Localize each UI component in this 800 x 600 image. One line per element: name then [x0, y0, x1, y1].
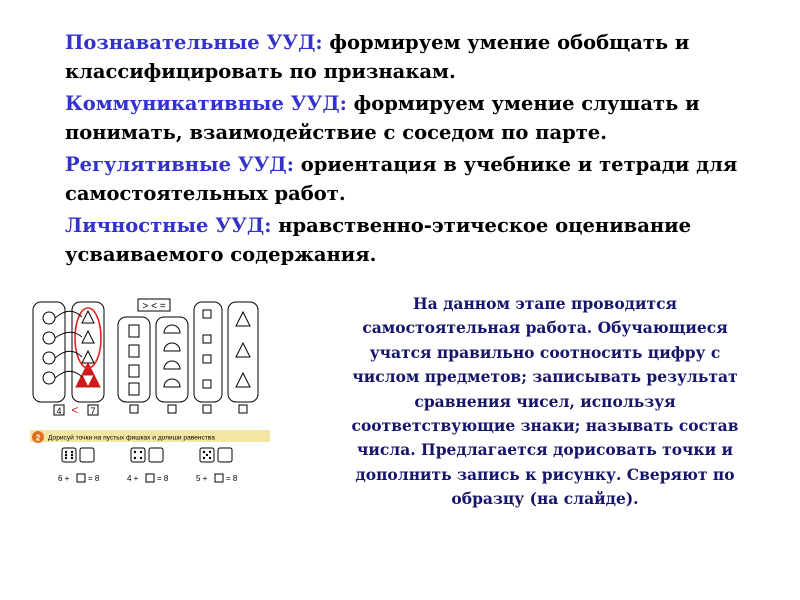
objective-regulatory	[30, 150, 780, 208]
equation-left: 6 +	[58, 474, 70, 483]
equation-left: 4 +	[127, 474, 139, 483]
objective-text: формируем умение обобщать и классифицировать по признакам.	[65, 31, 690, 83]
objective-cognitive	[30, 28, 780, 86]
lesson-description: На данном этапе проводится самостоятельная работа. Обучающиеся учатся правильно соотносить цифру с числом предметов; записывать результат сравнения чисел, используя соответствующие знаки; называть состав числа. Предлагается дорисовать точки и дополнить запись к рисунку. Сверяют по образцу (на слайде).	[351, 294, 739, 509]
rectangle-shape	[129, 383, 139, 395]
rectangle-shape	[129, 345, 139, 357]
domino-chip-empty	[218, 448, 232, 462]
answer-box	[130, 405, 138, 413]
objective-personal	[30, 211, 780, 269]
square-shape	[203, 380, 211, 388]
objective-term: Регулятивные УУД:	[65, 153, 294, 176]
objective-term: Познавательные УУД:	[65, 31, 323, 54]
rectangle-shape	[129, 365, 139, 377]
left-number: 4	[56, 406, 62, 416]
answer-box	[239, 405, 247, 413]
square-shape	[203, 310, 211, 318]
task-number: 2	[35, 433, 41, 443]
domino-chip-empty	[149, 448, 163, 462]
square-shape	[203, 355, 211, 363]
objective-text: нравственно-этическое оценивание усваиваемого содержания.	[65, 214, 691, 266]
objective-term: Коммуникативные УУД:	[65, 92, 347, 115]
objective-term: Личностные УУД:	[65, 214, 272, 237]
domino-chip-empty	[80, 448, 94, 462]
objective-text: формируем умение слушать и понимать, взаимодействие с соседом по парте.	[65, 92, 700, 144]
answer-box	[203, 405, 211, 413]
circle-shape	[43, 372, 55, 384]
compare-signs: > < =	[142, 301, 166, 312]
equation-box	[77, 474, 85, 482]
equation-box	[146, 474, 154, 482]
equation-left: 5 +	[196, 474, 208, 483]
right-number: 7	[90, 406, 96, 416]
circle-shape	[43, 332, 55, 344]
equation-box	[215, 474, 223, 482]
answer-box	[168, 405, 176, 413]
worksheet-illustration	[30, 295, 270, 495]
objective-communicative	[30, 89, 780, 147]
equation-right: = 8	[226, 474, 238, 483]
domino-chip	[131, 448, 145, 462]
task-text: Дорисуй точки на пустых фишках и допиши равенства	[48, 434, 215, 442]
worksheet-image	[30, 295, 270, 495]
objectives-list	[30, 28, 780, 272]
circle-shape	[43, 312, 55, 324]
domino-chip	[62, 448, 76, 462]
rectangle-shape	[129, 325, 139, 337]
equation-right: = 8	[157, 474, 169, 483]
objective-text: ориентация в учебнике и тетради для самостоятельных работ.	[65, 153, 738, 205]
comparison-sign: <	[71, 403, 79, 417]
equation-right: = 8	[88, 474, 100, 483]
square-shape	[203, 335, 211, 343]
circle-shape	[43, 352, 55, 364]
